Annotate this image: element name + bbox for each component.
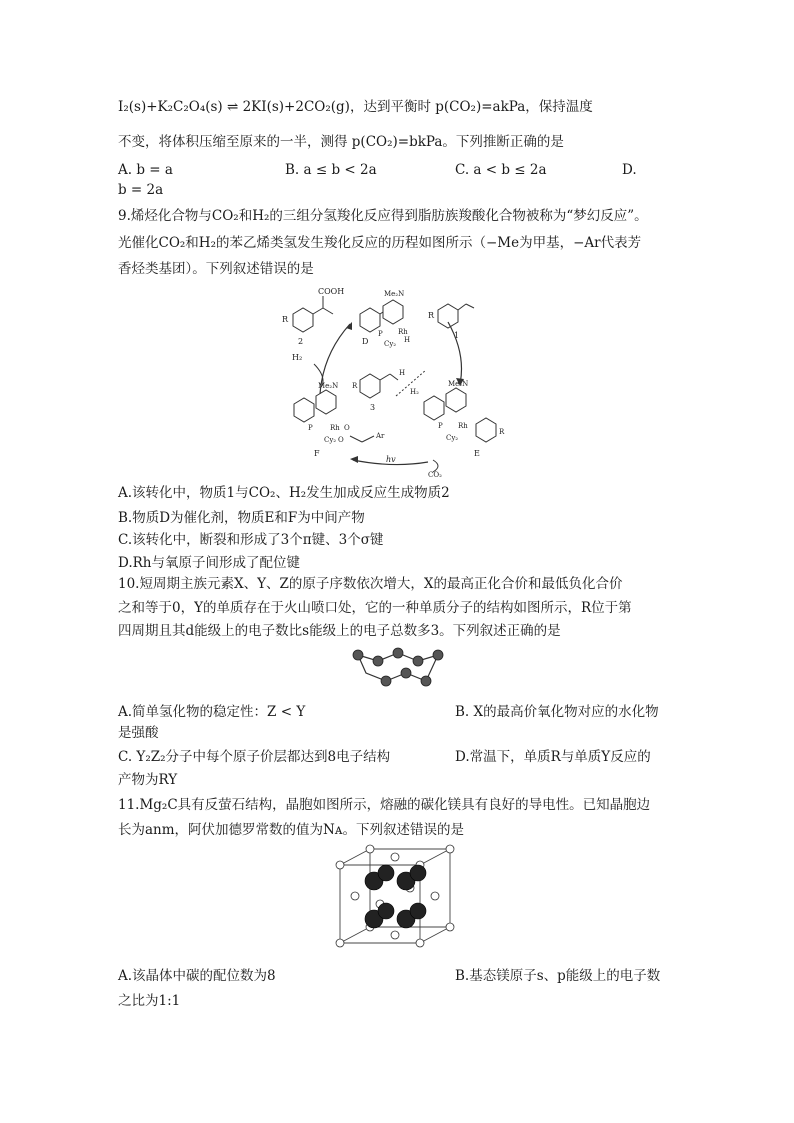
h2-label-center: H₂ — [410, 388, 419, 396]
me2n-label-e: Me₂N — [448, 380, 469, 388]
num-1-label: 1 — [454, 331, 460, 340]
q8-line2: 不变，将体积压缩至原来的一半，测得 p(CO₂)=bkPa。下列推断正确的是 — [118, 134, 564, 150]
q10-option-d: D.常温下，单质R与单质Y反应的 — [455, 749, 651, 765]
q9-option-b: B.物质D为催化剂，物质E和F为中间产物 — [118, 510, 365, 526]
cy2-label-d: Cy₂ — [384, 340, 397, 348]
cy2-label-e: Cy₂ — [446, 434, 459, 442]
q11-option-a: A.该晶体中碳的配位数为8 — [118, 968, 276, 984]
q11-option-b-cont: 之比为1:1 — [118, 993, 181, 1009]
compound-2 — [282, 287, 344, 346]
rh-label-f: Rh — [330, 424, 340, 432]
cycle-arrowhead-bottom — [350, 456, 358, 463]
h2-label-left: H₂ — [292, 353, 303, 362]
q8-option-d-value: b = 2a — [118, 182, 164, 198]
cooh-label: COOH — [318, 287, 345, 296]
c-atom — [336, 939, 344, 947]
catalyst-d — [360, 290, 410, 348]
q8-option-b: B. a ≤ b < 2a — [285, 162, 377, 178]
s-atom — [381, 676, 391, 686]
h-label-d: H — [404, 336, 411, 344]
q8-option-c: C. a < b ≤ 2a — [455, 162, 547, 178]
c-atom — [351, 892, 359, 900]
cycle-arrowhead-left — [346, 322, 352, 330]
s8-ring-molecule — [350, 643, 450, 693]
r-label-e: R — [499, 428, 505, 436]
me2n-label-d: Me₂N — [384, 290, 405, 298]
q10-option-a: A.简单氢化物的稳定性：Z < Y — [118, 704, 306, 720]
q9-line2: 光催化CO₂和H₂的苯乙烯类氢发生羧化反应的历程如图所示（−Me为甲基，−Ar代表芳 — [118, 235, 642, 251]
me2n-label-f: Me₂N — [318, 382, 339, 390]
q8-option-d: D. — [622, 162, 637, 178]
cy2-label-f: Cy₂ — [324, 436, 337, 444]
c-atom — [336, 861, 344, 869]
q11-option-b: B.基态镁原子s、p能级上的电子数 — [455, 968, 661, 984]
r-label-3: R — [352, 382, 358, 390]
q9-option-a: A.该转化中，物质1与CO₂、H₂发生加成反应生成物质2 — [118, 485, 450, 501]
co2-label: CO₂ — [428, 471, 442, 479]
reaction-cycle-diagram — [278, 284, 528, 480]
mg-atom — [410, 865, 426, 881]
compound-3 — [352, 369, 405, 412]
q10-option-b-cont: 是强酸 — [118, 725, 159, 741]
label-f: F — [314, 449, 320, 458]
q10-line1: 10.短周期主族元素X、Y、Z的原子序数依次增大，X的最高正化合价和最低负化合价 — [118, 576, 623, 592]
c-atom — [416, 939, 424, 947]
s-atom — [353, 650, 363, 660]
crystal-cell-diagram — [330, 843, 460, 955]
s-atom — [433, 650, 443, 660]
r-label-2: R — [282, 315, 289, 324]
ar-label-f: Ar — [376, 432, 385, 440]
q10-option-c: C. Y₂Z₂分子中每个原子价层都达到8电子结构 — [118, 749, 391, 765]
compound-1 — [428, 304, 474, 340]
o-label-f1: O — [344, 424, 350, 432]
mg-atom — [410, 903, 426, 919]
label-d: D — [362, 337, 369, 346]
intermediate-e — [424, 380, 505, 458]
s-atom — [393, 648, 403, 658]
c-atom — [391, 853, 399, 861]
q10-option-b: B. X的最高价氧化物对应的水化物 — [455, 704, 659, 720]
c-atom — [446, 845, 454, 853]
q9-option-d: D.Rh与氧原子间形成了配位键 — [118, 555, 300, 571]
q10-line3: 四周期且其d能级上的电子数比s能级上的电子总数多3。下列叙述正确的是 — [118, 623, 561, 639]
p-label-d: P — [378, 330, 383, 338]
intermediate-f — [294, 382, 385, 458]
num-2-label: 2 — [298, 337, 304, 346]
s-atom — [401, 668, 411, 678]
s-atom — [413, 656, 423, 666]
q11-line2: 长为anm，阿伏加德罗常数的值为Nᴀ。下列叙述错误的是 — [118, 822, 464, 838]
q8-option-a: A. b = a — [118, 162, 173, 178]
q9-line3: 香烃类基团）。下列叙述错误的是 — [118, 261, 314, 277]
c-atom — [446, 923, 454, 931]
rh-label-d: Rh — [398, 328, 408, 336]
s-atom — [373, 656, 383, 666]
q9-option-c: C.该转化中，断裂和形成了3个π键、3个σ键 — [118, 532, 384, 548]
c-atom — [391, 931, 399, 939]
q11-line1: 11.Mg₂C具有反萤石结构，晶胞如图所示，熔融的碳化镁具有良好的导电性。已知晶胞边 — [118, 797, 651, 813]
label-e: E — [474, 449, 480, 458]
h-label-3: H — [399, 369, 406, 377]
p-label-e: P — [438, 422, 443, 430]
c-atom — [366, 845, 374, 853]
mg-atom — [378, 865, 394, 881]
p-label-f: P — [308, 424, 313, 432]
r-label-1: R — [428, 311, 435, 320]
c-atom — [431, 892, 439, 900]
mg-atom — [378, 903, 394, 919]
q10-line2: 之和等于0，Y的单质存在于火山喷口处，它的一种单质分子的结构如图所示，R位于第 — [118, 600, 632, 616]
num-3-label: 3 — [370, 403, 376, 412]
rh-label-e: Rh — [458, 422, 468, 430]
s-atom — [421, 676, 431, 686]
q8-line1: I₂(s)+K₂C₂O₄(s) ⇌ 2KI(s)+2CO₂(g)，达到平衡时 p(CO₂)=akPa，保持温度 — [118, 99, 593, 115]
hv-label: hv — [386, 455, 396, 464]
q10-option-d-cont: 产物为RY — [118, 772, 178, 788]
q9-line1: 9.烯烃化合物与CO₂和H₂的三组分氢羧化反应得到脂肪族羧酸化合物被称为“梦幻反应”。 — [118, 208, 648, 224]
o-label-f2: O — [338, 436, 344, 444]
